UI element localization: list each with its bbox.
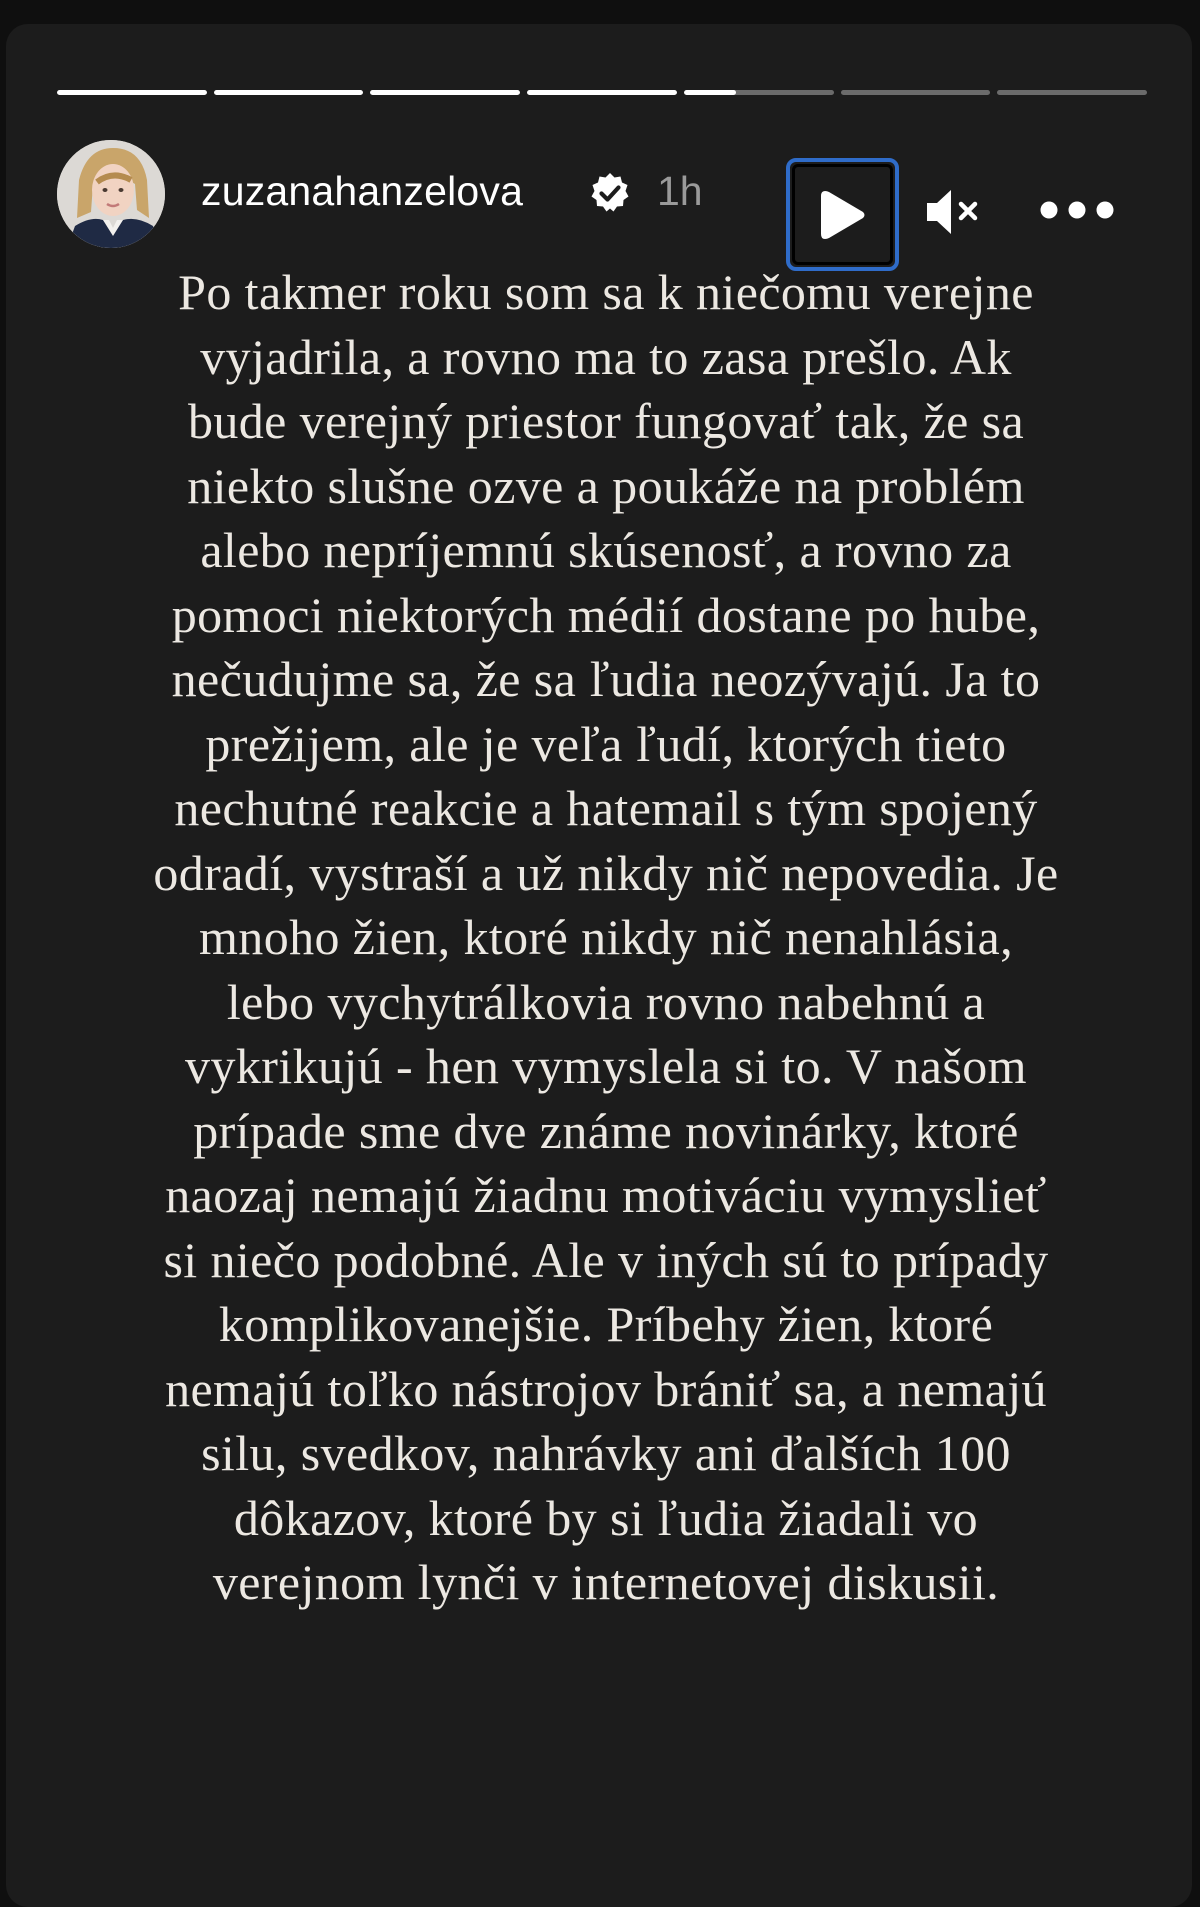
progress-segment <box>997 90 1147 95</box>
story-text-line: vykrikujú - hen vymyslela si to. V našom <box>185 1038 1027 1094</box>
progress-segment-fill <box>57 90 207 95</box>
volume-muted-icon <box>923 184 983 240</box>
story-text-line: nečudujme sa, že sa ľudia neozývajú. Ja to <box>171 651 1041 707</box>
story-text-line: verejnom lynči v internetovej diskusii. <box>212 1554 1000 1610</box>
story-text-line: prežijem, ale je veľa ľudí, ktorých tieto <box>205 715 1007 772</box>
progress-segment-fill <box>527 90 677 95</box>
story-text-line: vyjadrila, a rovno ma to zasa prešlo. Ak <box>200 328 1012 385</box>
story-header <box>57 140 1147 250</box>
story-text-line: dôkazov, ktoré by si ľudia žiadali vo <box>233 1489 979 1546</box>
story-progress-bar <box>57 90 1147 97</box>
avatar[interactable] <box>57 140 165 248</box>
story-text-line: nechutné reakcie a hatemail s tým spojený <box>174 780 1038 836</box>
progress-segment-fill <box>370 90 520 95</box>
progress-segment <box>57 90 207 95</box>
post-time: 1h <box>657 168 703 214</box>
story-text-line: naozaj nemajú žiadnu motiváciu vymyslieť <box>165 1167 1047 1223</box>
story-text <box>66 260 1146 1615</box>
mute-button[interactable] <box>923 184 983 240</box>
story-text-line: niekto slušne ozve a poukáže na problém <box>187 457 1025 514</box>
play-icon <box>817 187 869 243</box>
verified-badge-icon <box>587 170 633 216</box>
story-text-line: nemajú toľko nástrojov brániť sa, a nemajú <box>165 1360 1047 1417</box>
story-text-line: bude verejný priestor fungovať tak, že sa <box>187 393 1025 449</box>
more-options-icon <box>1039 196 1115 224</box>
progress-segment <box>214 90 364 95</box>
progress-segment <box>684 90 834 95</box>
avatar-photo <box>57 140 165 248</box>
more-options-button[interactable] <box>1039 196 1115 224</box>
story-text-line: odradí, vystraší a už nikdy nič nepovedia. Je <box>153 844 1059 901</box>
story-viewer[interactable] <box>6 24 1192 1907</box>
progress-segment <box>370 90 520 95</box>
username[interactable]: zuzanahanzelova <box>201 168 524 214</box>
progress-segment-fill <box>214 90 364 95</box>
story-text-line: lebo vychytrálkovia rovno nabehnú a <box>226 973 986 1030</box>
story-text-line: Po takmer roku som sa k niečomu verejne <box>178 264 1034 320</box>
story-text-line: komplikovanejšie. Príbehy žien, ktoré <box>218 1296 994 1352</box>
story-text-line: silu, svedkov, nahrávky ani ďalších 100 <box>201 1425 1011 1481</box>
story-text-line: pomoci niektorých médií dostane po hube, <box>171 586 1041 643</box>
story-text-line: alebo nepríjemnú skúsenosť, a rovno za <box>200 522 1012 578</box>
progress-segment <box>527 90 677 95</box>
story-text-line: mnoho žien, ktoré nikdy nič nenahlásia, <box>199 909 1013 965</box>
story-text-line: si niečo podobné. Ale v iných sú to prípady <box>163 1231 1049 1288</box>
progress-segment-fill <box>684 90 736 95</box>
play-button[interactable] <box>786 158 899 271</box>
progress-segment <box>841 90 991 95</box>
story-text-line: prípade sme dve známe novinárky, ktoré <box>193 1102 1019 1159</box>
